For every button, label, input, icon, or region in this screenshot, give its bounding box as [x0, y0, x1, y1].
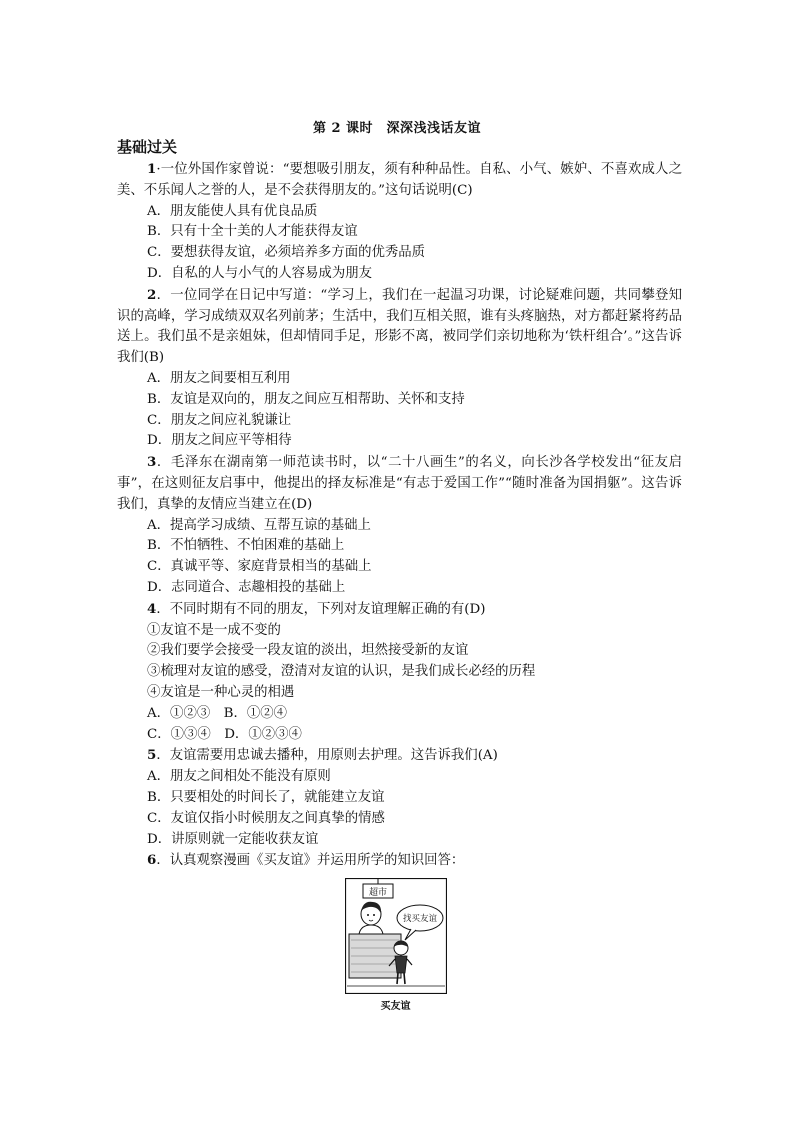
question-number: 4 — [147, 600, 157, 617]
option: C．友谊仅指小时候朋友之间真挚的情感 — [147, 810, 385, 826]
statement: ②我们要学会接受一段友谊的淡出，坦然接受新的友谊 — [147, 643, 469, 659]
question-stem: ·一位外国作家曾说：“要想吸引朋友，须有种种品性。自私、小气、嫉妒、不喜欢成人之美、不乐闻人之誉的人，是不会获得朋友的。”这句话说明(C) — [117, 162, 682, 198]
question-6 — [117, 850, 682, 872]
statement: ①友谊不是一成不变的 — [147, 622, 281, 638]
question-2 — [117, 285, 682, 452]
option: B．只有十全十美的人才能获得友谊 — [147, 224, 358, 240]
figure-caption: 买友谊 — [380, 1001, 411, 1013]
question-stem: ．友谊需要用忠诚去播种，用原则去护理。这告诉我们(A) — [156, 748, 498, 764]
question-number: 6 — [147, 852, 157, 869]
option: D．自私的人与小气的人容易成为朋友 — [147, 265, 372, 281]
option: D．讲原则就一定能收获友谊 — [147, 831, 319, 847]
option: D．朋友之间应平等相待 — [147, 433, 292, 449]
option: B．友谊是双向的，朋友之间应互相帮助、关怀和支持 — [147, 391, 465, 407]
option: B．不怕牺牲、不怕困难的基础上 — [147, 538, 345, 554]
question-number: 1 — [147, 161, 157, 177]
option: C．朋友之间应礼貌谦让 — [147, 412, 292, 428]
question-stem: ．不同时期有不同的朋友，下列对友谊理解正确的有(D) — [156, 601, 486, 617]
statement: ③梳理对友谊的感受，澄清对友谊的认识，是我们成长必经的历程 — [147, 664, 536, 680]
speech-text: 找买友谊 — [402, 914, 437, 925]
question-3 — [117, 452, 682, 599]
question-number: 5 — [147, 747, 157, 764]
section-heading: 基础过关 — [117, 138, 178, 156]
option: B．只要相处的时间长了，就能建立友谊 — [147, 789, 385, 805]
option: A．①②③ B．①②④ — [147, 705, 288, 721]
question-stem: ．认真观察漫画《买友谊》并运用所学的知识回答： — [156, 853, 465, 869]
option: D．志同道合、志趣相投的基础上 — [147, 579, 346, 595]
statement: ④友谊是一种心灵的相遇 — [147, 684, 295, 700]
question-list — [117, 159, 682, 1018]
cartoon-figure — [345, 878, 447, 1018]
cartoon-illustration — [345, 878, 447, 994]
question-stem: ．毛泽东在湖南第一师范读书时，以“二十八画生”的名义，向长沙各学校发出“征友启事”，在这则征友启事中，他提出的择友标准是“有志于爱国工作”“随时准备为国捐躯”。这告诉我们，真挚的友情应当建立在(D) — [117, 455, 682, 512]
option: A．朋友能使人具有优良品质 — [147, 203, 318, 219]
question-4 — [117, 599, 682, 746]
lesson-title: 第 2 课时 深深浅浅话友谊 — [312, 121, 482, 136]
question-number: 3 — [147, 454, 157, 471]
option: C．①③④ D．①②③④ — [147, 726, 302, 742]
option: A．朋友之间要相互利用 — [147, 370, 291, 386]
question-1 — [117, 159, 682, 285]
option: C．真诚平等、家庭背景相当的基础上 — [147, 559, 372, 575]
option: C．要想获得友谊，必须培养多方面的优秀品质 — [147, 245, 426, 261]
question-number: 2 — [147, 286, 157, 303]
option: A．朋友之间相处不能没有原则 — [147, 769, 331, 785]
shop-sign-text: 超市 — [368, 888, 387, 899]
option: A．提高学习成绩、互帮互谅的基础上 — [147, 517, 371, 533]
question-stem: ．一位同学在日记中写道：“学习上，我们在一起温习功课，讨论疑难问题，共同攀登知识的高峰，学习成绩双双名列前茅；生活中，我们互相关照，谁有头疼脑热，对方都赶紧将药品送上。我们虽不是亲姐妹，但却情同手足，形影不离，被同学们亲切地称为‘铁杆组合’。”这告诉我们(B) — [117, 287, 682, 366]
question-5 — [117, 745, 682, 850]
